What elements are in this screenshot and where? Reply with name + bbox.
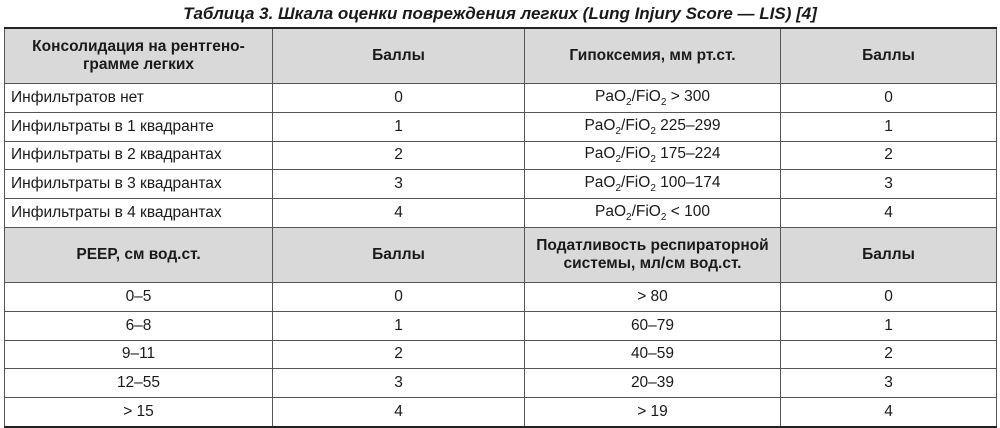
header-compliance <box>525 227 781 282</box>
points-cell: 3 <box>781 369 997 398</box>
lis-table <box>4 27 997 428</box>
ratio-a: PaO <box>584 145 616 163</box>
ratio-sub-a: 2 <box>615 125 622 137</box>
header-points-2: Баллы <box>781 28 997 84</box>
compliance-cell: 40–59 <box>525 340 781 369</box>
ratio-b: /FiO <box>621 174 651 192</box>
compliance-cell: > 19 <box>525 398 781 427</box>
points-cell: 2 <box>781 340 997 369</box>
ratio-range: 175–224 <box>655 145 721 163</box>
points-cell: 1 <box>273 311 525 340</box>
consolidation-cell: Инфильтраты в 3 квадрантах <box>5 170 273 199</box>
points-cell: 4 <box>273 398 525 427</box>
compliance-cell: > 80 <box>525 282 781 311</box>
table-row <box>5 199 997 228</box>
compliance-cell: 60–79 <box>525 311 781 340</box>
points-cell: 0 <box>781 282 997 311</box>
table-row <box>5 369 997 398</box>
hypoxemia-cell <box>525 170 781 199</box>
hypoxemia-cell <box>525 199 781 228</box>
ratio-range: 100–174 <box>655 174 721 192</box>
ratio-sub-b: 2 <box>650 125 656 137</box>
peep-cell: 12–55 <box>5 369 273 398</box>
header-consolidation <box>5 28 273 84</box>
points-cell: 1 <box>781 311 997 340</box>
table-row <box>5 170 997 199</box>
ratio-b: /FiO <box>621 116 651 134</box>
ratio-range: 225–299 <box>655 116 721 134</box>
section2-header-row <box>5 227 997 282</box>
ratio-sub-a: 2 <box>615 154 622 166</box>
points-cell: 0 <box>273 282 525 311</box>
ratio-a: PaO <box>584 174 616 192</box>
consolidation-cell: Инфильтраты в 1 квадранте <box>5 112 273 141</box>
table-row <box>5 311 997 340</box>
header-peep: PEEP, см вод.ст. <box>5 227 273 282</box>
ratio-a: PaO <box>595 203 627 221</box>
points-cell: 1 <box>273 112 525 141</box>
table-row <box>5 340 997 369</box>
points-cell: 2 <box>781 141 997 170</box>
ratio-range: > 300 <box>666 87 710 105</box>
points-cell: 0 <box>273 84 525 113</box>
header-points-3: Баллы <box>273 227 525 282</box>
points-cell: 3 <box>273 170 525 199</box>
ratio-sub-b: 2 <box>650 154 656 166</box>
table-caption: Таблица 3. Шкала оценки повреждения легких (Lung Injury Score — LIS) [4] <box>183 4 817 23</box>
consolidation-cell: Инфильтратов нет <box>5 84 273 113</box>
points-cell: 3 <box>781 170 997 199</box>
table-row <box>5 398 997 427</box>
section1-header-row <box>5 28 997 84</box>
header-points-4: Баллы <box>781 227 997 282</box>
table-row <box>5 112 997 141</box>
table-row <box>5 282 997 311</box>
ratio-b: /FiO <box>621 145 651 163</box>
points-cell: 3 <box>273 369 525 398</box>
consolidation-cell: Инфильтраты в 4 квадрантах <box>5 199 273 228</box>
header-consolidation-text: Консолидация на рентгено- грамме легких <box>32 38 245 73</box>
ratio-sub-a: 2 <box>626 96 632 108</box>
compliance-cell: 20–39 <box>525 369 781 398</box>
header-hypoxemia: Гипоксемия, мм рт.ст. <box>525 28 781 84</box>
points-cell: 0 <box>781 84 997 113</box>
points-cell: 1 <box>781 112 997 141</box>
hypoxemia-cell <box>525 141 781 170</box>
ratio-a: PaO <box>584 116 616 134</box>
ratio-sub-a: 2 <box>626 212 632 224</box>
ratio-b: /FiO <box>631 203 661 221</box>
ratio-range: < 100 <box>666 203 710 221</box>
hypoxemia-cell <box>525 84 781 113</box>
header-compliance-text: Податливость респираторной системы, мл/см вод.ст. <box>536 236 769 272</box>
ratio-sub-a: 2 <box>615 183 622 195</box>
peep-cell: 9–11 <box>5 340 273 369</box>
ratio-sub-b: 2 <box>660 96 667 108</box>
peep-cell: > 15 <box>5 398 273 427</box>
points-cell: 4 <box>781 199 997 228</box>
hypoxemia-cell <box>525 112 781 141</box>
ratio-a: PaO <box>595 87 627 105</box>
points-cell: 4 <box>273 199 525 228</box>
ratio-sub-b: 2 <box>650 183 656 195</box>
points-cell: 4 <box>781 398 997 427</box>
header-points-1: Баллы <box>273 28 525 84</box>
points-cell: 2 <box>273 340 525 369</box>
table-row <box>5 141 997 170</box>
ratio-sub-b: 2 <box>660 212 667 224</box>
ratio-b: /FiO <box>631 87 661 105</box>
peep-cell: 0–5 <box>5 282 273 311</box>
peep-cell: 6–8 <box>5 311 273 340</box>
points-cell: 2 <box>273 141 525 170</box>
table-row <box>5 84 997 113</box>
consolidation-cell: Инфильтраты в 2 квадрантах <box>5 141 273 170</box>
